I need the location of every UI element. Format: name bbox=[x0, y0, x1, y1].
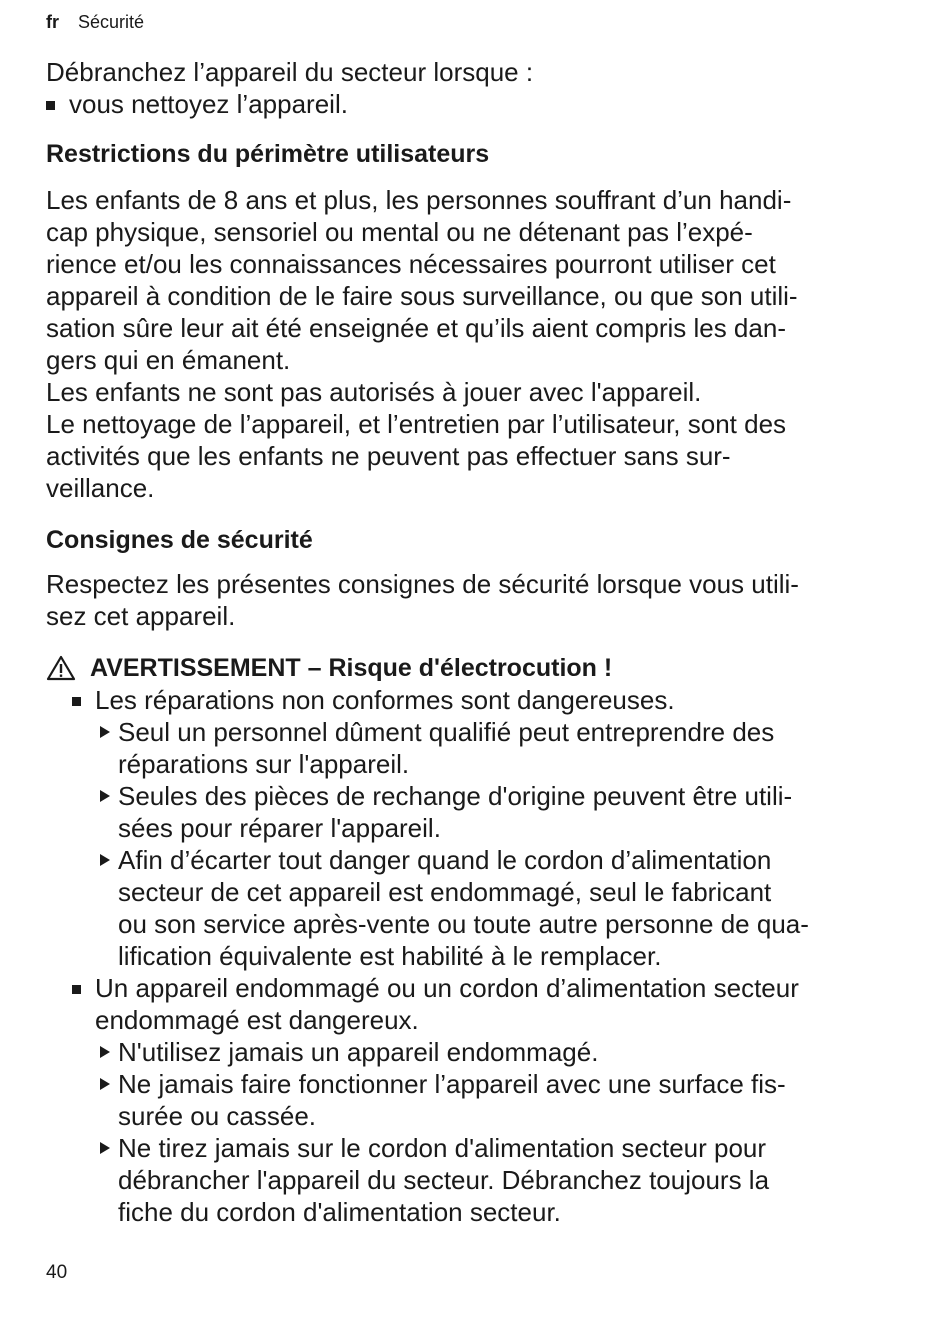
warning-item bbox=[46, 972, 906, 1036]
language-code: fr bbox=[46, 12, 59, 32]
square-bullet-icon bbox=[46, 101, 55, 110]
restrictions-paragraph-3 bbox=[46, 408, 906, 504]
safety-paragraph bbox=[46, 568, 906, 632]
text-line: secteur de cet appareil est endommagé, seul le fabricant bbox=[118, 877, 772, 907]
text-line: appareil à condition de le faire sous surveillance, ou que son utili- bbox=[46, 281, 798, 311]
arrow-bullet-icon bbox=[100, 854, 110, 866]
restrictions-paragraph-1 bbox=[46, 184, 906, 376]
warning-item-text: endommagé est dangereux. bbox=[95, 1005, 419, 1035]
arrow-bullet-icon bbox=[100, 1078, 110, 1090]
text-line: ou son service après-vente ou toute autre personne de qua- bbox=[118, 909, 809, 939]
warning-title-text: AVERTISSEMENT – Risque d'électrocution ! bbox=[90, 654, 613, 682]
warning-subitem bbox=[46, 716, 906, 780]
text-line: Respectez les présentes consignes de sécurité lorsque vous utili- bbox=[46, 569, 799, 599]
arrow-bullet-icon bbox=[100, 726, 110, 738]
safety-heading: Consignes de sécurité bbox=[46, 526, 313, 554]
text-line: surée ou cassée. bbox=[118, 1101, 317, 1131]
text-line: activités que les enfants ne peuvent pas effectuer sans sur- bbox=[46, 441, 731, 471]
text-line: rience et/ou les connaissances nécessaires pourront utiliser cet bbox=[46, 249, 776, 279]
text-line: Seul un personnel dûment qualifié peut entreprendre des bbox=[118, 717, 775, 747]
text-line: veillance. bbox=[46, 473, 155, 503]
intro-line: Débranchez l’appareil du secteur lorsque : bbox=[46, 57, 534, 87]
warning-item bbox=[46, 684, 906, 716]
arrow-bullet-icon bbox=[100, 1142, 110, 1154]
text-line: sez cet appareil. bbox=[46, 601, 236, 631]
text-line: Seules des pièces de rechange d'origine peuvent être utili- bbox=[118, 781, 793, 811]
text-line: fiche du cordon d'alimentation secteur. bbox=[118, 1197, 561, 1227]
text-line: réparations sur l'appareil. bbox=[118, 749, 410, 779]
page-number: 40 bbox=[46, 1262, 68, 1283]
text-line: cap physique, sensoriel ou mental ou ne détenant pas l’expé- bbox=[46, 217, 753, 247]
text-line: Les enfants de 8 ans et plus, les personnes souffrant d’un handi- bbox=[46, 185, 792, 215]
warning-subitem bbox=[46, 1068, 906, 1132]
text-line: sation sûre leur ait été enseignée et qu’ils aient compris les dan- bbox=[46, 313, 786, 343]
text-line: N'utilisez jamais un appareil endommagé. bbox=[118, 1037, 599, 1067]
warning-subitem bbox=[46, 1132, 906, 1228]
page-content bbox=[46, 56, 906, 1228]
intro-bullet-text: vous nettoyez l’appareil. bbox=[69, 89, 348, 119]
text-line: lification équivalente est habilité à le remplacer. bbox=[118, 941, 662, 971]
arrow-bullet-icon bbox=[100, 790, 110, 802]
text-line: débrancher l'appareil du secteur. Débranchez toujours la bbox=[118, 1165, 770, 1195]
text-line: gers qui en émanent. bbox=[46, 345, 291, 375]
text-line: Le nettoyage de l’appareil, et l’entretien par l’utilisateur, sont des bbox=[46, 409, 787, 439]
intro-bullet bbox=[46, 88, 906, 120]
warning-subitem bbox=[46, 780, 906, 844]
warning-subitem bbox=[46, 1036, 906, 1068]
section-title: Sécurité bbox=[78, 12, 145, 32]
square-bullet-icon bbox=[72, 985, 81, 994]
warning-item-text: Les réparations non conformes sont dangereuses. bbox=[95, 685, 675, 715]
arrow-bullet-icon bbox=[100, 1046, 110, 1058]
warning-subitem bbox=[46, 844, 906, 972]
text-line: Afin d’écarter tout danger quand le cordon d’alimentation bbox=[118, 845, 772, 875]
text-line: Ne tirez jamais sur le cordon d'alimentation secteur pour bbox=[118, 1133, 767, 1163]
warning-item-text: Un appareil endommagé ou un cordon d’alimentation secteur bbox=[95, 973, 799, 1003]
text-line: Ne jamais faire fonctionner l’appareil avec une surface fis- bbox=[118, 1069, 786, 1099]
restrictions-heading: Restrictions du périmètre utilisateurs bbox=[46, 140, 490, 168]
restrictions-paragraph-2: Les enfants ne sont pas autorisés à jouer avec l'appareil. bbox=[46, 377, 702, 407]
warning-title bbox=[46, 652, 906, 684]
text-line: sées pour réparer l'appareil. bbox=[118, 813, 441, 843]
warning-triangle-icon bbox=[46, 655, 76, 681]
page-header bbox=[46, 12, 144, 33]
square-bullet-icon bbox=[72, 697, 81, 706]
